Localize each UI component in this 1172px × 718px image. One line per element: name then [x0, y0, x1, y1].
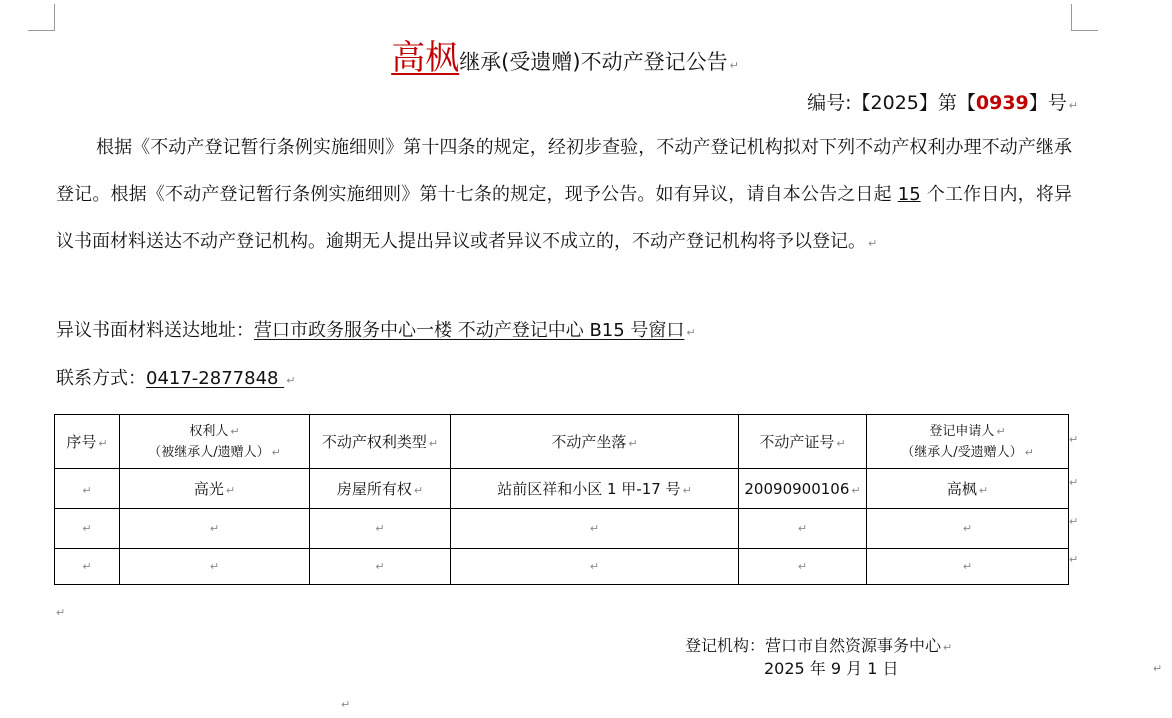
header-applicant: 登记申请人 ↵ （继承人/受遗赠人） ↵ — [867, 415, 1069, 469]
empty-cell: ↵ — [120, 509, 310, 549]
paragraph-mark: ↵ — [686, 326, 696, 339]
registration-authority: 登记机构：营口市自然资源事务中心 ↵ — [685, 636, 953, 655]
cell-seq: ↵ — [55, 469, 120, 509]
page-corner-top-left — [28, 4, 55, 31]
number-prefix: 编号:【2025】第【 — [807, 92, 976, 114]
empty-cell: ↵ — [55, 549, 120, 585]
paragraph-mark: ↵ — [341, 698, 351, 711]
empty-cell: ↵ — [310, 509, 451, 549]
empty-cell: ↵ — [739, 549, 867, 585]
title-text: 继承(受遗赠)不动产登记公告 — [459, 50, 728, 74]
table-row-empty — [55, 549, 1069, 585]
paragraph-mark: ↵ — [943, 641, 953, 654]
header-right-type: 不动产权利类型 ↵ — [310, 415, 451, 469]
paragraph-mark: ↵ — [286, 374, 296, 387]
notice-date: 2025 年 9 月 1 日 — [764, 659, 899, 678]
paragraph-mark: ↵ — [729, 59, 739, 72]
header-seq: 序号 ↵ — [55, 415, 120, 469]
empty-cell: ↵ — [739, 509, 867, 549]
row-end-mark: ↵ — [1069, 433, 1079, 446]
objection-address — [56, 316, 696, 342]
contact-value: 0417-2877848 — [146, 368, 285, 389]
contact-label: 联系方式： — [56, 368, 146, 389]
table-header-row — [55, 415, 1069, 469]
notice-body — [56, 124, 1072, 267]
empty-cell: ↵ — [55, 509, 120, 549]
body-part2: 个工作日内，将异议书面材料送达不动产登记机构。逾期无人提出异议或者异议不成立的，不动产登记机构将予以登记。 — [56, 184, 1073, 252]
paragraph-mark: ↵ — [1153, 662, 1163, 675]
row-end-mark: ↵ — [1069, 515, 1079, 528]
title-name: 高枫 — [391, 38, 460, 78]
notice-title — [0, 30, 1130, 79]
registration-table — [54, 414, 1069, 585]
number-value: 0939 — [975, 92, 1029, 114]
header-location: 不动产坐落 ↵ — [451, 415, 739, 469]
cell-holder: 高光 ↵ — [120, 469, 310, 509]
contact-info — [56, 364, 295, 390]
paragraph-mark: ↵ — [868, 237, 878, 250]
cell-location: 站前区祥和小区 1 甲-17 号 ↵ — [451, 469, 739, 509]
empty-cell: ↵ — [451, 549, 739, 585]
table-row — [55, 469, 1069, 509]
objection-days: 15 — [897, 184, 921, 205]
paragraph-mark: ↵ — [56, 606, 66, 619]
empty-cell: ↵ — [451, 509, 739, 549]
row-end-mark: ↵ — [1069, 476, 1079, 489]
cell-applicant: 高枫 ↵ — [867, 469, 1069, 509]
cell-right-type: 房屋所有权 ↵ — [310, 469, 451, 509]
body-part1: 根据《不动产登记暂行条例实施细则》第十四条的规定，经初步查验，不动产登记机构拟对下列不动产权利办理不动产继承登记。根据《不动产登记暂行条例实施细则》第十七条的规定，现予公告。如有异议，请自本公告之日起 — [56, 137, 1072, 205]
empty-cell: ↵ — [310, 549, 451, 585]
table-row-empty — [55, 509, 1069, 549]
address-label: 异议书面材料送达地址： — [56, 320, 254, 341]
number-suffix: 】号 — [1028, 92, 1067, 114]
header-cert-no: 不动产证号 ↵ — [739, 415, 867, 469]
header-holder: 权利人 ↵ （被继承人/遗赠人） ↵ — [120, 415, 310, 469]
notice-number — [807, 88, 1078, 115]
empty-cell: ↵ — [867, 549, 1069, 585]
cell-cert-no: 20090900106 ↵ — [739, 469, 867, 509]
paragraph-mark: ↵ — [1068, 99, 1078, 112]
address-value: 营口市政务服务中心一楼 不动产登记中心 B15 号窗口 — [254, 320, 685, 341]
empty-cell: ↵ — [867, 509, 1069, 549]
empty-cell: ↵ — [120, 549, 310, 585]
row-end-mark: ↵ — [1069, 553, 1079, 566]
page-corner-top-right — [1071, 4, 1098, 31]
